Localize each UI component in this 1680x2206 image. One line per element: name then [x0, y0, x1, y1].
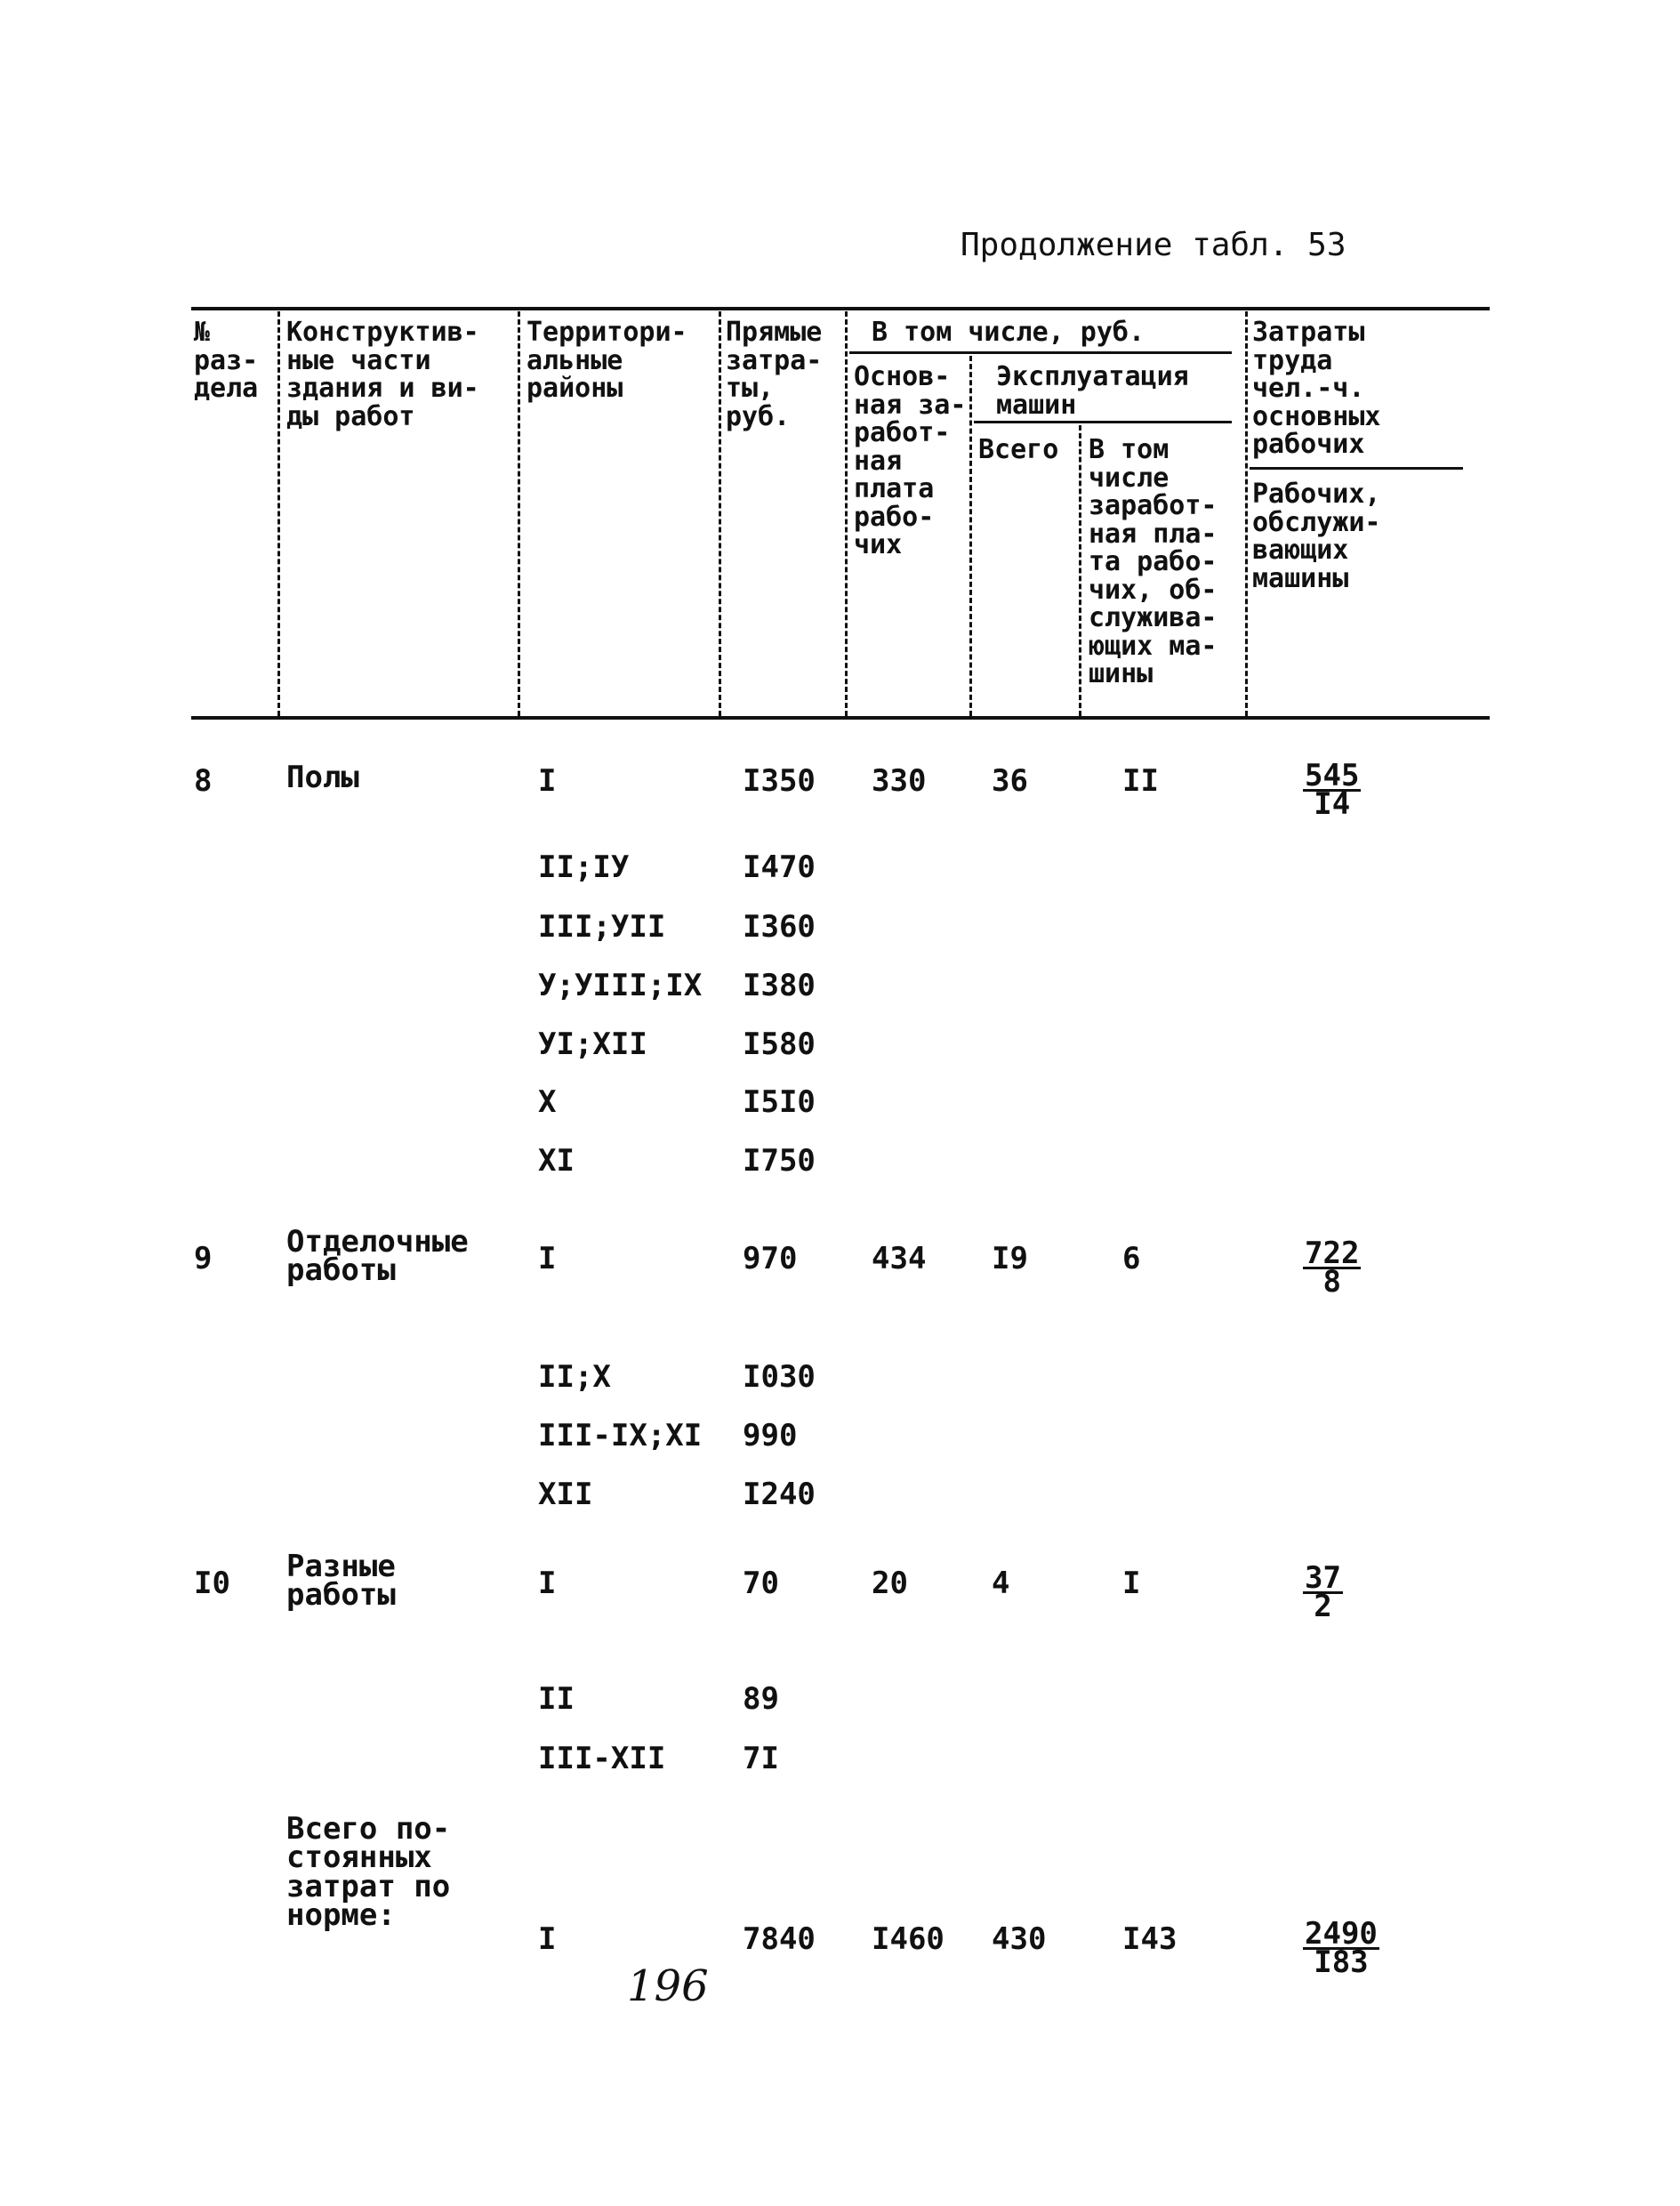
row-base-wage: 330 — [872, 763, 927, 799]
row-work-name-line: работы — [286, 1252, 396, 1289]
row-machine-total: I9 — [992, 1241, 1028, 1276]
header-direct-costs: Прямые затра- ты, руб. — [726, 317, 823, 432]
row-region: У;УIII;IX — [538, 968, 703, 1003]
row-base-wage: 20 — [872, 1566, 908, 1601]
row-direct-costs: I240 — [743, 1477, 816, 1512]
header-group-including: В том числе, руб. — [872, 317, 1145, 348]
row-operator-wage: I43 — [1122, 1921, 1178, 1957]
header-machine-operation: Эксплуатация машин — [996, 361, 1189, 421]
page-number: 196 — [627, 1961, 709, 2011]
row-region: УI;XII — [538, 1027, 647, 1062]
row-direct-costs: 89 — [743, 1681, 779, 1717]
row-work-name-line: Всего по- — [286, 1811, 451, 1847]
labor-operators: 2 — [1314, 1588, 1332, 1624]
header-sep-5 — [969, 356, 972, 716]
labor-main-workers: 545 — [1305, 758, 1360, 793]
row-region: I — [538, 763, 557, 799]
row-direct-costs: I380 — [743, 968, 816, 1003]
row-work-name-line: Разные — [286, 1549, 396, 1584]
row-direct-costs: I360 — [743, 909, 816, 945]
row-direct-costs: 7I — [743, 1741, 779, 1776]
header-territorial-regions: Территори- альные районы — [527, 317, 687, 404]
row-work-name — [286, 760, 359, 795]
row-work-name — [286, 1549, 396, 1614]
row-work-name-line: Полы — [286, 760, 359, 795]
row-labor-fraction — [1303, 1916, 1379, 1980]
labor-operators: I4 — [1314, 785, 1351, 822]
row-operator-wage: I — [1122, 1566, 1141, 1601]
row-work-name-line: работы — [286, 1577, 396, 1614]
header-bottom-rule — [191, 716, 1490, 720]
row-direct-costs: I030 — [743, 1359, 816, 1395]
continuation-title — [961, 227, 1346, 263]
row-direct-costs: 990 — [743, 1418, 798, 1453]
row-direct-costs: I5I0 — [743, 1084, 816, 1120]
header-labor-operators: Рабочих, обслужи- вающих машины — [1252, 479, 1381, 594]
row-region: I — [538, 1566, 557, 1601]
labor-main-workers: 2490 — [1305, 1916, 1378, 1952]
header-sep-2 — [518, 311, 520, 716]
row-work-name — [286, 1224, 469, 1289]
group-underline — [849, 351, 1232, 354]
labor-main-workers: 37 — [1305, 1560, 1341, 1596]
header-structural-parts: Конструктив- ные части здания и ви- ды работ — [286, 317, 479, 432]
row-labor-fraction — [1303, 1560, 1343, 1624]
row-work-name-line: стоянных — [286, 1840, 432, 1876]
header-sep-1 — [277, 311, 280, 716]
row-direct-costs: 7840 — [743, 1921, 816, 1957]
row-operator-wage: 6 — [1122, 1241, 1141, 1276]
header-total: Всего — [978, 434, 1059, 465]
row-region: I — [538, 1241, 557, 1276]
row-base-wage: I460 — [872, 1921, 944, 1957]
row-work-name — [286, 1811, 451, 1933]
labor-split-rule — [1250, 467, 1463, 470]
row-section-number: I0 — [194, 1566, 230, 1601]
row-work-name-line: Отделочные — [286, 1224, 469, 1260]
labor-main-workers: 722 — [1305, 1236, 1360, 1271]
row-region: II — [538, 1681, 575, 1717]
row-direct-costs: I750 — [743, 1143, 816, 1179]
row-machine-total: 430 — [992, 1921, 1047, 1957]
row-labor-fraction — [1303, 1236, 1361, 1300]
row-direct-costs: 970 — [743, 1241, 798, 1276]
row-machine-total: 36 — [992, 763, 1028, 799]
row-section-number: 9 — [194, 1241, 213, 1276]
header-base-wage: Основ- ная за- работ- ная плата рабо- чих — [854, 361, 967, 560]
header-sep-4 — [845, 311, 848, 716]
continuation-label: Продолжение табл. — [961, 227, 1289, 263]
row-base-wage: 434 — [872, 1241, 927, 1276]
labor-operators: 8 — [1322, 1263, 1341, 1300]
header-sep-7 — [1245, 311, 1248, 716]
row-region: I — [538, 1921, 557, 1957]
row-work-name-line: затрат по — [286, 1868, 451, 1904]
row-direct-costs: 70 — [743, 1566, 779, 1601]
row-operator-wage: II — [1122, 763, 1159, 799]
row-work-name-line: норме: — [286, 1896, 396, 1933]
row-machine-total: 4 — [992, 1566, 1010, 1601]
row-region: XI — [538, 1143, 575, 1179]
labor-operators: I83 — [1314, 1944, 1369, 1980]
row-region: III;УII — [538, 909, 666, 945]
header-sep-6 — [1079, 425, 1081, 716]
row-section-number: 8 — [194, 763, 213, 799]
row-region: XII — [538, 1477, 593, 1512]
row-region: II;X — [538, 1359, 611, 1395]
header-top-rule — [191, 307, 1490, 310]
header-operator-wage: В том числе заработ- ная пла- та рабо- чих, об- служива- ющих ма- шины — [1089, 434, 1218, 689]
row-direct-costs: I470 — [743, 849, 816, 885]
machines-underline — [974, 421, 1232, 423]
row-region: II;IУ — [538, 849, 630, 885]
table-number: 53 — [1307, 227, 1346, 263]
row-region: X — [538, 1084, 557, 1120]
header-labor-main-workers: Затраты труда чел.-ч. основных рабочих — [1252, 317, 1381, 460]
row-labor-fraction — [1303, 758, 1361, 822]
row-direct-costs: I350 — [743, 763, 816, 799]
header-sep-3 — [719, 311, 721, 716]
row-region: III-XII — [538, 1741, 666, 1776]
row-region: III-IX;XI — [538, 1418, 703, 1453]
row-direct-costs: I580 — [743, 1027, 816, 1062]
header-section-number: № раз- дела — [194, 317, 259, 404]
